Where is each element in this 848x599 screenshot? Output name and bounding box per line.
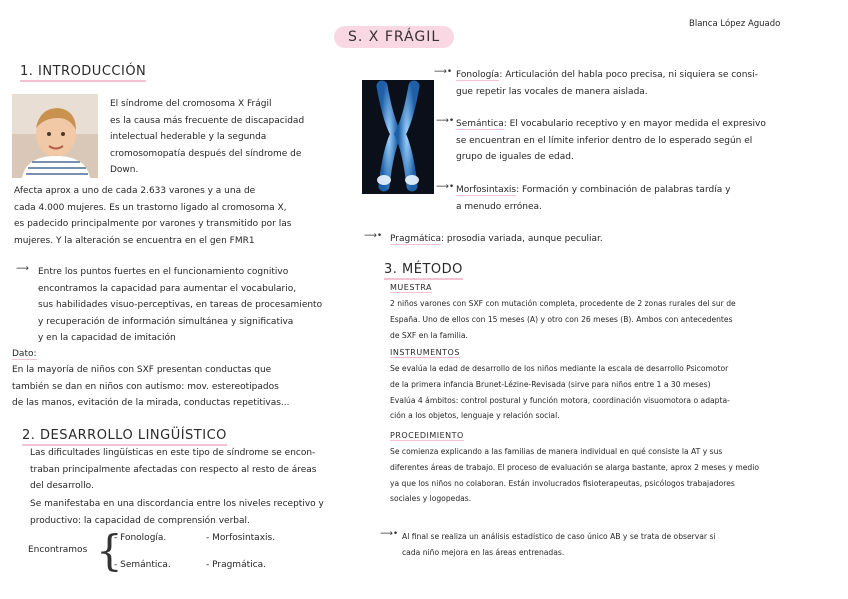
page-title: S. X FRÁGIL (334, 26, 454, 48)
author-name: Blanca López Aguado (689, 19, 781, 29)
strengths-paragraph: Entre los puntos fuertes en el funcionamiento cognitivo encontramos la capacidad para aumentar el vocabulario, sus habilidades visuo-perceptivas, en tareas de procesamiento y recuperación de información simultánea y significativa y en la capacidad de imitación (38, 267, 323, 343)
brace-icon: { (96, 526, 123, 575)
list-item: - Morfosintaxis. (206, 533, 276, 543)
muestra-paragraph: 2 niños varones con SXF con mutación completa, procedente de 2 zonas rurales del sur de España. Uno de ellos con 15 meses (A) y otro con 26 meses (B). Ambos con antecedentes de SXF en la familia. (390, 299, 736, 340)
list-item: - Semántica. (114, 560, 171, 570)
desarrollo-paragraph-1: Las dificultades lingüísticas en este tipo de síndrome se encon- traban principalmente afectadas con respecto al resto de áreas del desarrollo. (30, 448, 317, 491)
intro-heading: 1. INTRODUCCIÓN (20, 64, 146, 79)
semantica-item: Semántica: El vocabulario receptivo y en mayor medida el expresivo se encuentran en el límite inferior dentro de lo esperado según el grupo de iguales de edad. (456, 119, 766, 162)
arrow-icon: ⟶• (364, 231, 383, 241)
dato-paragraph: En la mayoría de niños con SXF presentan conductas que también se dan en niños con autismo: mov. estereotipados de las manos, evitación de la mirada, conductas repetitivas... (12, 365, 290, 408)
desarrollo-heading: 2. DESARROLLO LINGÜÍSTICO (22, 428, 227, 443)
intro-side-paragraph: El síndrome del cromosoma X Frágil es la causa más frecuente de discapacidad intelectual hederable y la segunda cromosomopatía después del síndrome de Down. (110, 99, 305, 175)
metodo-heading: 3. MÉTODO (384, 262, 463, 277)
list-item: - Fonología. (114, 533, 167, 543)
procedimiento-label: PROCEDIMIENTO (390, 431, 464, 440)
morfosintaxis-item: Morfosintaxis: Formación y combinación de palabras tardía y a menudo errónea. (456, 185, 731, 212)
instrumentos-paragraph: Se evalúa la edad de desarrollo de los niños mediante la escala de desarrollo Psicomotor de la primera infancia Brunet-Lézine-Revisada (sirve para niños entre 1 a 30 meses) Evalúa 4 ámbitos: control postural y función motora, coordinación visuomotora o adapta- ción a los objetos, lenguaje y relación social. (390, 364, 730, 421)
child-photo-image (12, 94, 98, 178)
desarrollo-paragraph-2: Se manifestaba en una discordancia entre los niveles receptivo y productivo: la capacidad de comprensión verbal. (30, 499, 324, 526)
pragmatica-item: Pragmática: prosodia variada, aunque peculiar. (390, 234, 603, 244)
conclusion-paragraph: Al final se realiza un análisis estadístico de caso único AB y se trata de observar si cada niño mejora en las áreas entrenadas. (402, 532, 716, 557)
encontramos-label: Encontramos (28, 545, 88, 555)
intro-paragraph: Afecta aprox a uno de cada 2.633 varones y a una de cada 4.000 mujeres. Es un trastorno ligado al cromosoma X, es padecido principalmente por varones y transmitido por las mujeres. Y la alteración se encuentra en el gen FMR1 (14, 186, 292, 246)
muestra-label: MUESTRA (390, 283, 432, 292)
procedimiento-paragraph: Se comienza explicando a las familias de manera individual en qué consiste la AT y sus diferentes áreas de trabajo. El proceso de evaluación se alarga bastante, aprox 2 meses y medio ya que los niños no colaboran. Están involucrados fisioterapeutas, psicólogos trabajadores sociales y logopedas. (390, 447, 759, 504)
child-photo (12, 94, 98, 178)
arrow-icon: ⟶• (434, 67, 453, 77)
instrumentos-label: INSTRUMENTOS (390, 348, 460, 357)
chromosome-image (362, 80, 434, 194)
arrow-icon: ⟶• (380, 529, 399, 539)
arrow-icon: ⟶ (16, 264, 29, 274)
arrow-icon: ⟶• (436, 182, 455, 192)
dato-label: Dato: (12, 349, 37, 359)
fonologia-item: Fonología: Articulación del habla poco precisa, ni siquiera se consi- gue repetir las vocales de manera aislada. (456, 70, 758, 97)
chromosome-icon (362, 80, 434, 194)
arrow-icon: ⟶• (436, 116, 455, 126)
list-item: - Pragmática. (206, 560, 266, 570)
